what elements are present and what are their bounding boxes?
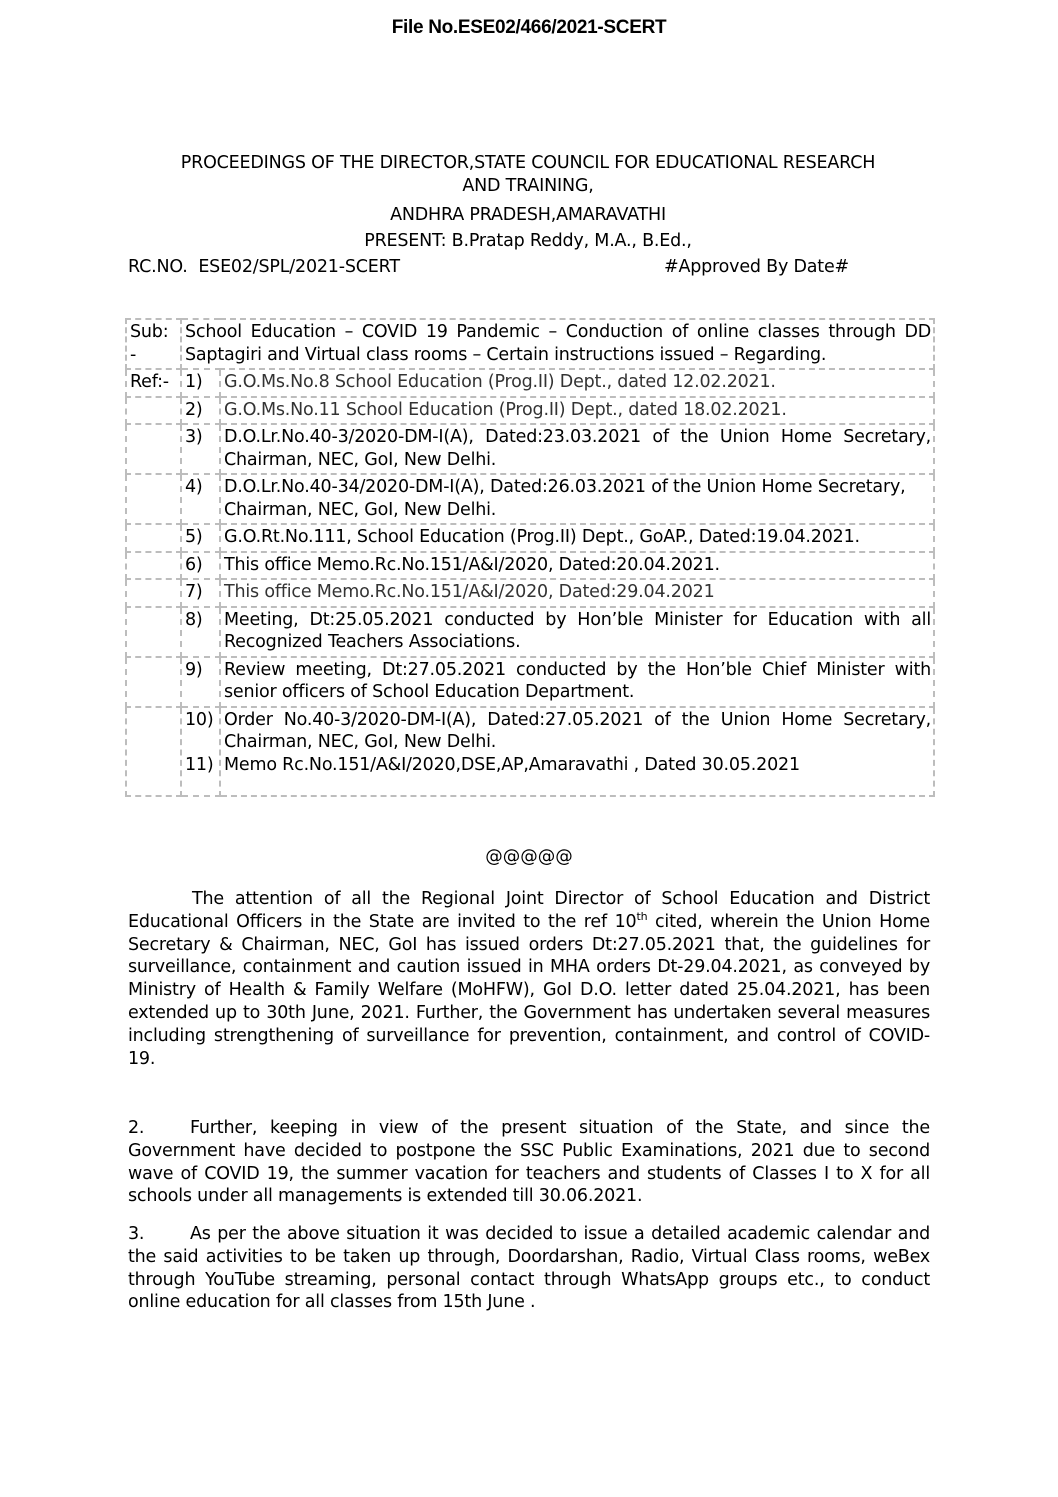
reference-number: 8) — [181, 607, 220, 657]
heading-line-1: PROCEEDINGS OF THE DIRECTOR,STATE COUNCIL FOR EDUCATIONAL RESEARCH — [180, 153, 876, 173]
reference-text: Review meeting, Dt:27.05.2021 conducted by the Hon’ble Chief Minister with senior officers of School Education Department. — [220, 657, 934, 707]
heading-line-2: AND TRAINING, — [462, 176, 594, 196]
subject-row — [126, 319, 934, 369]
reference-number: 1) — [181, 369, 220, 397]
reference-row — [126, 552, 934, 580]
subject-reference-table — [125, 318, 935, 797]
heading-line-3: ANDHRA PRADESH,AMARAVATHI — [390, 205, 666, 225]
reference-number: 6) — [181, 552, 220, 580]
reference-number: 5) — [181, 524, 220, 552]
rc-number: RC.NO. ESE02/SPL/2021-SCERT — [128, 257, 400, 277]
reference-text: This office Memo.Rc.No.151/A&I/2020, Dated:29.04.2021 — [220, 579, 934, 607]
reference-text: G.O.Ms.No.11 School Education (Prog.II) Dept., dated 18.02.2021. — [220, 397, 934, 425]
reference-row — [126, 524, 934, 552]
reference-row — [126, 397, 934, 425]
reference-number: 7) — [181, 579, 220, 607]
reference-label: Ref:- — [126, 369, 181, 397]
reference-number: 4) — [181, 474, 220, 524]
reference-text: Order No.40-3/2020-DM-I(A), Dated:27.05.2021 of the Union Home Secretary, Chairman, NEC, GoI, New Delhi. — [224, 709, 931, 752]
reference-row — [126, 707, 934, 796]
paragraph-3: 3. As per the above situation it was decided to issue a detailed academic calendar and the said activities to be taken up through, Doordarshan, Radio, Virtual Class rooms, weBex through YouTube streaming, personal contact through WhatsApp groups etc., to conduct online education for all classes from 15th June . — [128, 1224, 930, 1313]
reference-row — [126, 579, 934, 607]
paragraph-1: The attention of all the Regional Joint Director of School Education and District Educational Officers in the State are invited to the ref 10th cited, wherein the Union Home Secretary & Chairman, NEC, GoI has issued orders Dt:27.05.2021 that, the guidelines for surveillance, containment and caution issued in MHA orders Dt-29.04.2021, as conveyed by Ministry of Health & Family Welfare (MoHFW), GoI D.O. letter dated 25.04.2021, has been extended up to 30th June, 2021. Further, the Government has undertaken several measures including strengthening of surveillance for prevention, containment, and control of COVID-19. — [128, 889, 930, 1069]
reference-text: D.O.Lr.No.40-34/2020-DM-I(A), Dated:26.03.2021 of the Union Home Secretary, Chairman, NEC, GoI, New Delhi. — [220, 474, 934, 524]
approved-by-date: #Approved By Date# — [664, 257, 849, 277]
reference-row — [126, 607, 934, 657]
reference-text: Memo Rc.No.151/A&I/2020,DSE,AP,Amaravathi , Dated 30.05.2021 — [224, 754, 800, 775]
reference-text: This office Memo.Rc.No.151/A&I/2020, Dated:20.04.2021. — [220, 552, 934, 580]
subject-label: Sub: - — [126, 319, 181, 369]
reference-text: G.O.Ms.No.8 School Education (Prog.II) Dept., dated 12.02.2021. — [220, 369, 934, 397]
reference-row — [126, 474, 934, 524]
subject-text: School Education – COVID 19 Pandemic – Conduction of online classes through DD Saptagiri and Virtual class rooms – Certain instructions issued – Regarding. — [181, 319, 934, 369]
reference-number: 9) — [181, 657, 220, 707]
reference-text: D.O.Lr.No.40-3/2020-DM-I(A), Dated:23.03.2021 of the Union Home Secretary, Chairman, NEC, GoI, New Delhi. — [220, 424, 934, 474]
reference-number: 11) — [185, 754, 214, 775]
reference-row — [126, 369, 934, 397]
heading-present: PRESENT: B.Pratap Reddy, M.A., B.Ed., — [364, 231, 692, 251]
reference-text: G.O.Rt.No.111, School Education (Prog.II) Dept., GoAP., Dated:19.04.2021. — [220, 524, 934, 552]
file-number: File No.ESE02/466/2021-SCERT — [391, 17, 667, 38]
reference-row — [126, 424, 934, 474]
reference-number: 10) — [185, 709, 214, 730]
separator: @@@@@ — [485, 847, 573, 867]
reference-row — [126, 657, 934, 707]
paragraph-2: 2. Further, keeping in view of the present situation of the State, and since the Government have decided to postpone the SSC Public Examinations, 2021 due to second wave of COVID 19, the summer vacation for teachers and students of Classes I to X for all schools under all managements is extended till 30.06.2021. — [128, 1118, 930, 1207]
reference-number: 2) — [181, 397, 220, 425]
reference-text: Meeting, Dt:25.05.2021 conducted by Hon’ble Minister for Education with all Recognized Teachers Associations. — [220, 607, 934, 657]
reference-number: 3) — [181, 424, 220, 474]
